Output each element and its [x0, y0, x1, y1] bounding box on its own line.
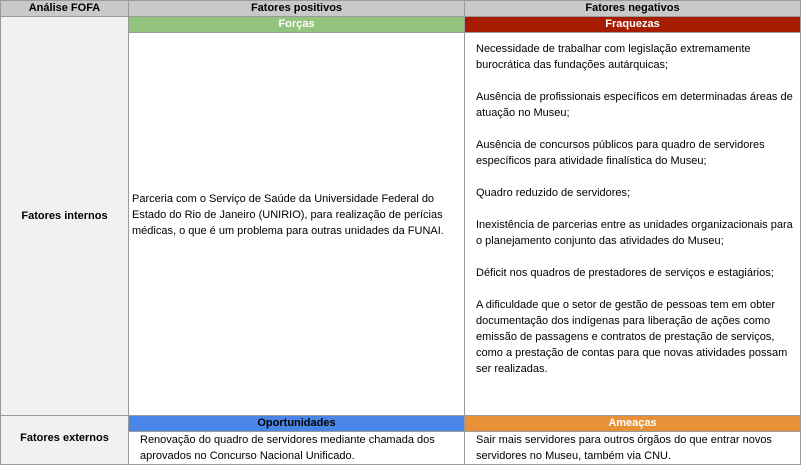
- strengths-text: Parceria com o Serviço de Saúde da Universidade Federal do Estado do Rio de Janeiro (UNIRIO), para realização de perícias médicas, o que é um problema para outras unidades da FUNAI.: [132, 193, 444, 237]
- weakness-item: Ausência de concursos públicos para quadro de servidores específicos para atividade finalística do Museu;: [476, 139, 765, 167]
- internal-factors-text: Fatores internos: [21, 210, 108, 222]
- weakness-item: Quadro reduzido de servidores;: [476, 187, 631, 199]
- threats-band: Ameaças: [464, 415, 801, 432]
- external-factors-text: Fatores externos: [20, 432, 109, 444]
- opportunities-band: Oportunidades: [128, 415, 465, 432]
- positive-factors-header: Fatores positivos: [128, 0, 465, 17]
- weaknesses-list: [476, 41, 798, 377]
- corner-header: Análise FOFA: [0, 0, 129, 17]
- weakness-item: Necessidade de trabalhar com legislação extremamente burocrática das fundações autárquicas;: [476, 43, 751, 71]
- weakness-item: Déficit nos quadros de prestadores de serviços e estagiários;: [476, 267, 774, 279]
- weakness-item: Inexistência de parcerias entre as unidades organizacionais para o planejamento conjunto das atividades do Museu;: [476, 219, 793, 247]
- weaknesses-band: Fraquezas: [464, 16, 801, 33]
- weakness-item: A dificuldade que o setor de gestão de pessoas tem em obter documentação dos indígenas para liberação de ações como emissão de passagens e contratos de prestação de serviços, como a prestação de contas para que novas atividades possam ser realizadas.: [476, 299, 788, 375]
- weakness-item: Ausência de profissionais específicos em determinadas áreas de atuação no Museu;: [476, 91, 793, 119]
- opportunities-text: Renovação do quadro de servidores mediante chamada dos aprovados no Concurso Nacional Unificado.: [140, 434, 435, 462]
- strengths-band: Forças: [128, 16, 465, 33]
- negative-factors-header: Fatores negativos: [464, 0, 801, 17]
- internal-factors-label: [0, 16, 129, 416]
- weaknesses-cell: [464, 32, 801, 416]
- external-factors-label: [0, 415, 129, 465]
- threats-text: Sair mais servidores para outros órgãos do que entrar novos servidores no Museu, também via CNU.: [476, 434, 772, 462]
- opportunities-cell: [128, 431, 465, 465]
- strengths-cell: [128, 32, 465, 416]
- threats-cell: [464, 431, 801, 465]
